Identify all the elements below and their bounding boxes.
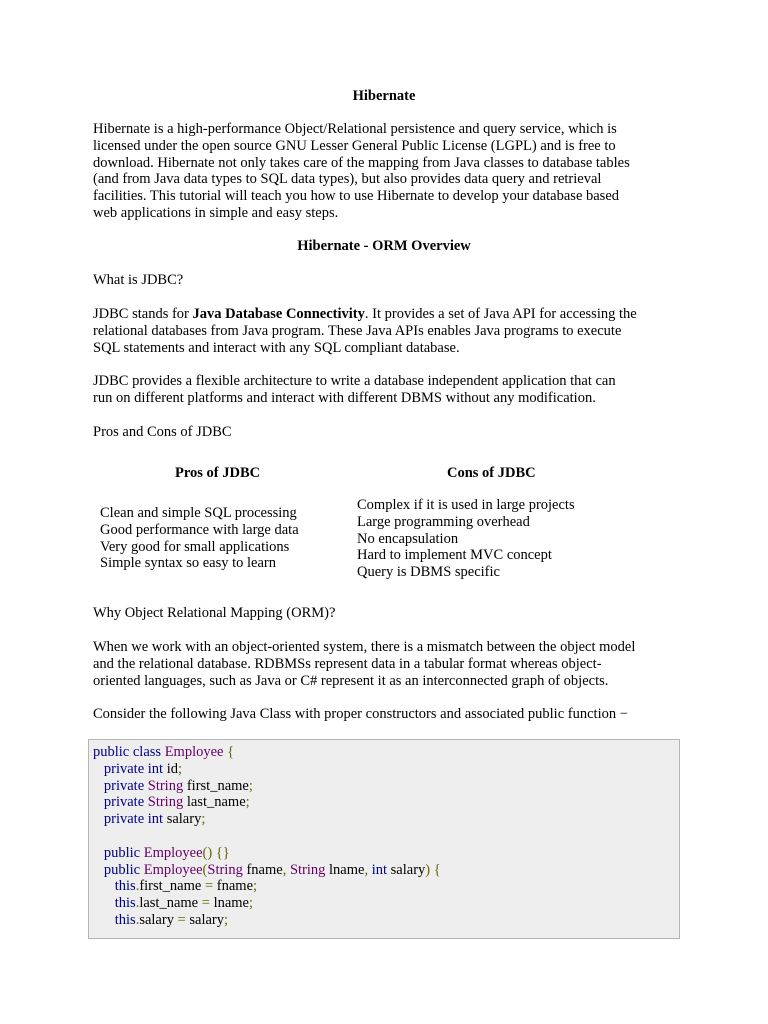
code-token: ) { (425, 861, 441, 878)
code-line (93, 895, 679, 912)
code-token: Employee (164, 744, 224, 760)
text-line: download. Hibernate not only takes care of the mapping from Java classes to database tables (93, 154, 630, 171)
code-token: private int (103, 760, 167, 777)
intro-paragraph (93, 121, 693, 222)
code-token: = (177, 911, 190, 928)
list-item: Clean and simple SQL processing (100, 505, 297, 521)
cons-list (357, 497, 575, 581)
jdbc-paragraph-2 (93, 373, 693, 407)
code-token: ; (224, 911, 229, 928)
list-item: Complex if it is used in large projects (357, 497, 575, 513)
code-line (93, 828, 679, 845)
orm-paragraph (93, 639, 693, 689)
code-token: salary (390, 861, 426, 878)
code-token: first_name (139, 878, 205, 895)
code-token: lname (213, 895, 249, 912)
code-token: String (147, 794, 187, 811)
list-item: Query is DBMS specific (357, 564, 500, 581)
code-token: String (289, 861, 330, 878)
code-token: . (135, 895, 140, 912)
text-line: (and from Java data types to SQL data types), but also provides data query and retrieval (93, 171, 602, 188)
code-token: = (201, 895, 214, 912)
jdbc-bold-term: Java Database Connectivity (192, 306, 365, 322)
code-token: fname (216, 878, 254, 895)
code-token: , (364, 861, 372, 878)
code-token: . (135, 878, 140, 895)
code-token: this (114, 878, 136, 895)
code-token: lname (329, 861, 365, 878)
code-token: private int (103, 811, 167, 828)
text-line: When we work with an object-oriented system, there is a mismatch between the object model (93, 639, 636, 655)
code-token: ( (202, 861, 208, 878)
code-token (93, 845, 104, 861)
code-token: Employee (143, 844, 203, 861)
text-line: and the relational database. RDBMSs represent data in a tabular format whereas object- (93, 655, 602, 672)
code-line (93, 862, 679, 879)
code-token: { (223, 744, 235, 760)
code-token: salary (189, 911, 225, 928)
list-item: Good performance with large data (100, 521, 299, 538)
code-line (93, 811, 679, 828)
code-token (93, 794, 104, 810)
code-token: last_name (186, 794, 246, 811)
code-token: this (114, 911, 136, 928)
code-token: id (166, 760, 178, 777)
code-token (93, 912, 115, 928)
code-line (93, 845, 679, 862)
document-title: Hibernate (352, 88, 416, 104)
code-token: ; (177, 760, 183, 777)
text-span: . It provides a set of Java API for accessing the (364, 306, 637, 322)
code-token: public class (93, 744, 165, 760)
code-token (93, 761, 104, 777)
pros-list (100, 505, 299, 572)
code-block (88, 739, 680, 939)
code-token: ; (249, 895, 254, 912)
code-token (93, 895, 115, 911)
code-token (93, 778, 104, 794)
list-item: Hard to implement MVC concept (357, 547, 552, 564)
code-token (93, 862, 104, 878)
code-token: salary (139, 911, 178, 928)
list-item: Very good for small applications (100, 538, 290, 555)
code-token: last_name (139, 895, 202, 912)
code-text (89, 740, 679, 929)
code-token: () {} (202, 844, 230, 861)
code-token: this (114, 895, 136, 912)
code-token: public (103, 861, 144, 878)
consider-text: Consider the following Java Class with proper constructors and associated public function − (93, 706, 628, 722)
list-item: Simple syntax so easy to learn (100, 555, 276, 572)
text-line: relational databases from Java program. These Java APIs enables Java programs to execute (93, 322, 622, 339)
code-token: private (103, 794, 148, 811)
code-token: ; (248, 777, 253, 794)
code-line (93, 878, 679, 895)
code-token: . (135, 911, 140, 928)
code-token: ; (201, 811, 206, 828)
code-line (93, 744, 679, 761)
code-token: Employee (143, 861, 203, 878)
code-token: public (103, 844, 144, 861)
text-line: JDBC provides a flexible architecture to write a database independent application that can (93, 373, 616, 389)
jdbc-paragraph-1 (93, 306, 693, 356)
why-orm-text: Why Object Relational Mapping (ORM)? (93, 605, 336, 621)
text-line (93, 306, 693, 323)
code-token (93, 878, 115, 894)
text-line: oriented languages, such as Java or C# represent it as an interconnected graph of objects. (93, 672, 609, 689)
cons-column-title: Cons of JDBC (447, 465, 536, 481)
code-token: ; (253, 878, 258, 895)
code-token: , (282, 861, 290, 878)
text-line: licensed under the open source GNU Lesser General Public License (LGPL) and is free to (93, 137, 616, 154)
code-token: private (103, 777, 148, 794)
code-line (93, 794, 679, 811)
text-line: SQL statements and interact with any SQL compliant database. (93, 339, 460, 356)
code-line (93, 761, 679, 778)
what-is-jdbc-text: What is JDBC? (93, 272, 184, 288)
code-token (93, 811, 104, 827)
code-token: = (204, 878, 217, 895)
code-line (93, 912, 679, 929)
code-token: String (147, 777, 187, 794)
pros-column-title: Pros of JDBC (175, 465, 261, 481)
code-token: String (207, 861, 247, 878)
text-span: JDBC stands for (93, 306, 193, 322)
code-token: fname (246, 861, 283, 878)
code-token: int (371, 861, 391, 878)
code-token: salary (166, 811, 202, 828)
text-line: run on different platforms and interact with different DBMS without any modification. (93, 389, 596, 406)
code-token: ; (245, 794, 250, 811)
orm-overview-heading: Hibernate - ORM Overview (297, 238, 471, 254)
pros-cons-heading: Pros and Cons of JDBC (93, 424, 232, 440)
list-item: No encapsulation (357, 530, 459, 547)
text-line: facilities. This tutorial will teach you how to use Hibernate to develop your database based (93, 188, 620, 205)
text-line: web applications in simple and easy steps. (93, 204, 339, 221)
text-line: Hibernate is a high-performance Object/Relational persistence and query service, which is (93, 121, 617, 137)
code-token: first_name (186, 777, 249, 794)
code-line (93, 778, 679, 795)
list-item: Large programming overhead (357, 513, 530, 530)
